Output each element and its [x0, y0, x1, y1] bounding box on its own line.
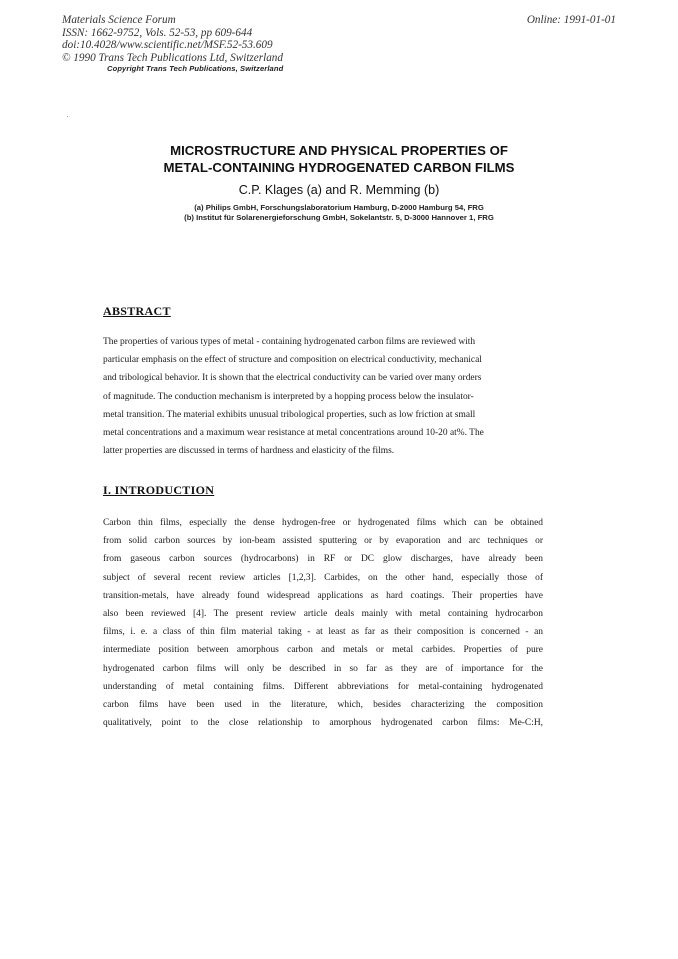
- intro-line: subject of several recent review articles [1,2,3]. Carbides, on the other hand, especially those of: [103, 572, 543, 583]
- intro-line: from gaseous carbon sources (hydrocarbons) in RF or DC glow discharges, have already been: [103, 554, 543, 565]
- affiliations: [0, 203, 678, 224]
- affiliation-b: (b) Institut für Solarenergieforschung GmbH, Sokelantstr. 5, D-3000 Hannover 1, FRG: [184, 213, 494, 223]
- introduction-body: [103, 514, 543, 732]
- publication-header: [62, 14, 283, 64]
- abstract-line: particular emphasis on the effect of structure and composition on electrical conductivity, mechanical: [103, 355, 482, 366]
- abstract-heading: ABSTRACT: [103, 304, 171, 318]
- copyright-line: © 1990 Trans Tech Publications Ltd, Switzerland: [62, 51, 283, 64]
- intro-line: carbon films have been used in the literature, which, besides characterizing the composition: [103, 699, 543, 710]
- abstract-body: [103, 333, 543, 460]
- introduction-heading: I. INTRODUCTION: [103, 483, 215, 497]
- title-line-1: MICROSTRUCTURE AND PHYSICAL PROPERTIES OF: [170, 143, 508, 158]
- abstract-line: latter properties are discussed in terms of hardness and elasticity of the films.: [103, 446, 395, 457]
- paper-title: [0, 142, 678, 176]
- authors: C.P. Klages (a) and R. Memming (b): [238, 183, 440, 197]
- journal-name: Materials Science Forum: [62, 14, 176, 26]
- intro-line: intermediate position between amorphous carbon and metals or metal carbides. Properties of pure: [103, 645, 543, 656]
- abstract-line: metal transition. The material exhibits unusual tribological properties, such as low friction at small: [103, 409, 476, 420]
- scan-speck: [67, 116, 68, 117]
- affiliation-a: (a) Philips GmbH, Forschungslaboratorium Hamburg, D-2000 Hamburg 54, FRG: [194, 203, 484, 212]
- intro-line: also been reviewed [4]. The present review article deals mainly with metal containing hydrocarbon: [103, 608, 543, 619]
- intro-line: films, i. e. a class of thin film material taking - at least as far as their composition is concerned - an: [103, 627, 543, 638]
- intro-line: qualitatively, point to the close relationship to amorphous hydrogenated carbon films: Me-C:H,: [103, 718, 543, 729]
- intro-line: from solid carbon sources by ion-beam assisted sputtering or by evaporation and arc techniques or: [103, 536, 543, 547]
- intro-line: Carbon thin films, especially the dense hydrogen-free or hydrogenated films which can be obtained: [103, 518, 543, 528]
- intro-line: hydrogenated carbon films will only be described in so far as they are of importance for the: [103, 663, 543, 674]
- scanned-copyright-notice: Copyright Trans Tech Publications, Switzerland: [107, 64, 284, 73]
- title-line-2: METAL-CONTAINING HYDROGENATED CARBON FILMS: [163, 160, 515, 175]
- abstract-line: The properties of various types of metal - containing hydrogenated carbon films are reviewed with: [103, 337, 476, 347]
- doi-link[interactable]: doi:10.4028/www.scientific.net/MSF.52-53.609: [62, 39, 273, 52]
- abstract-line: and tribological behavior. It is shown that the electrical conductivity can be varied over many orders: [103, 373, 482, 384]
- intro-line: transition-metals, have already found widespread applications as hard coatings. Their properties have: [103, 590, 543, 601]
- intro-line: understanding of metal containing films. Different abbreviations for metal-containing hydrogenated: [103, 681, 543, 692]
- online-date: Online: 1991-01-01: [526, 14, 616, 26]
- abstract-line: metal concentrations and a maximum wear resistance at metal concentrations around 10-20 at%. The: [103, 428, 484, 439]
- issn-line: ISSN: 1662-9752, Vols. 52-53, pp 609-644: [62, 26, 253, 39]
- abstract-line: of magnitude. The conduction mechanism is interpreted by a hopping process below the insulator-: [103, 391, 474, 402]
